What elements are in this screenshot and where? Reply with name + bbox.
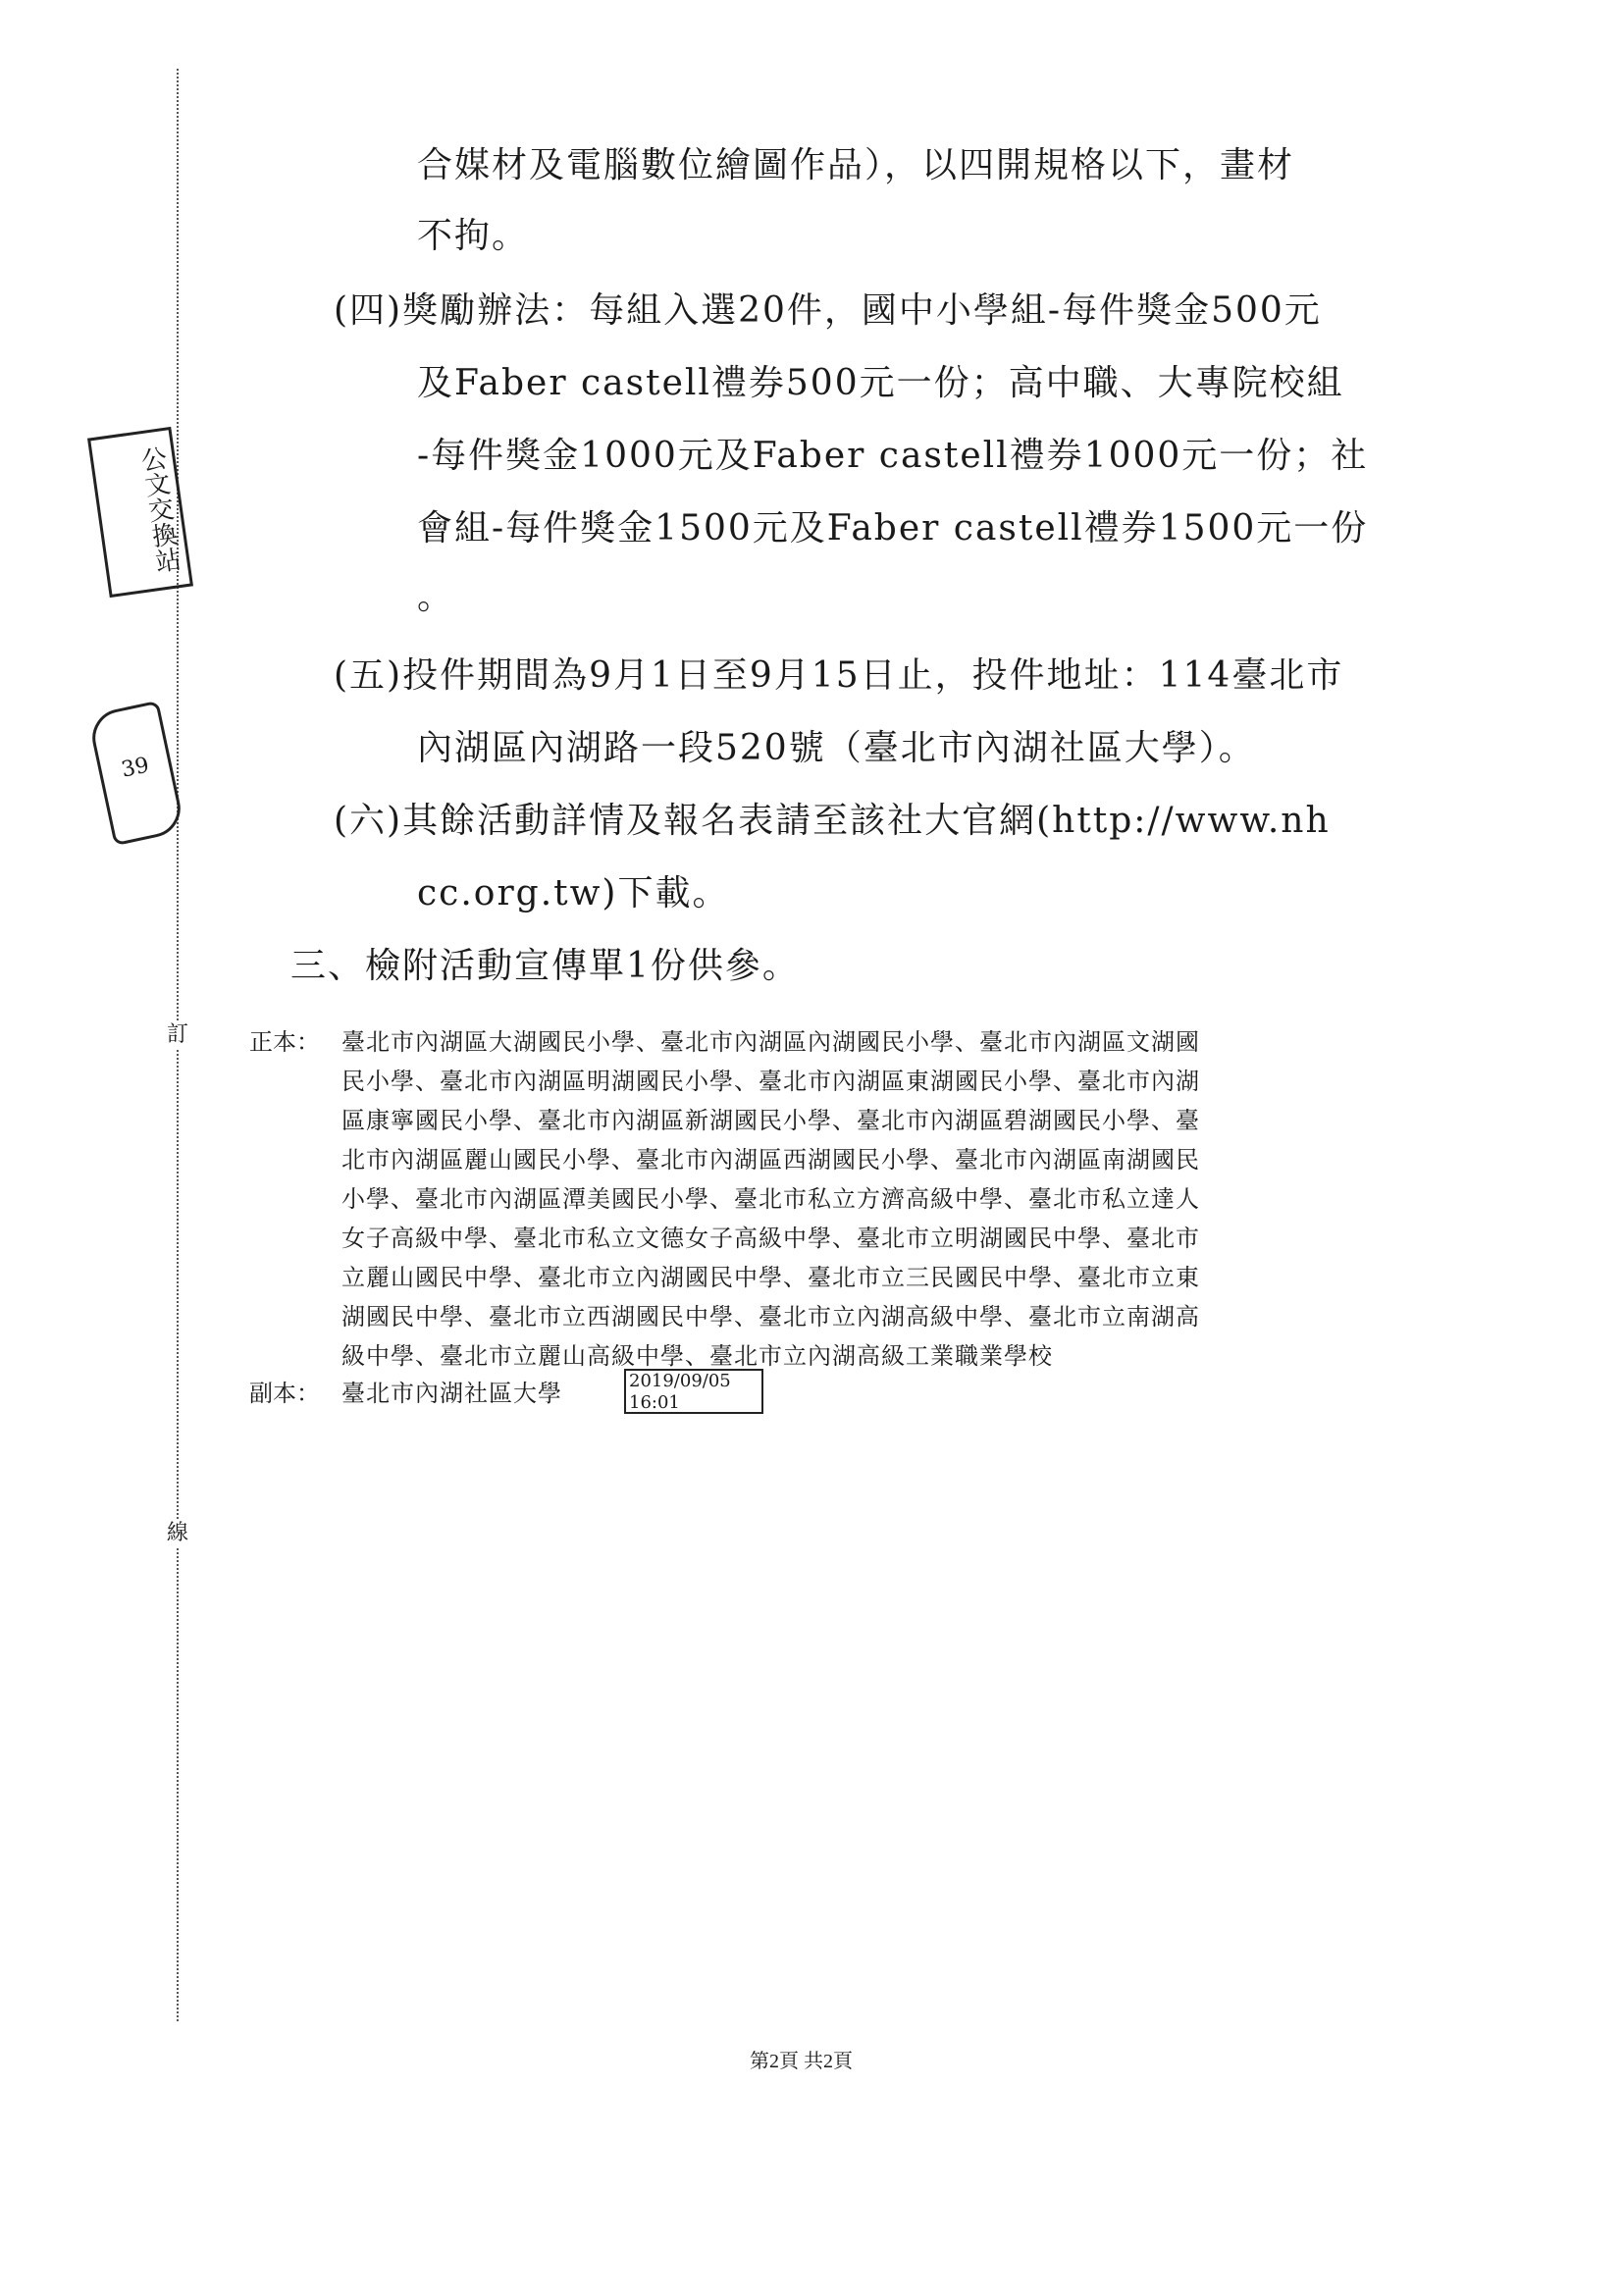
body-line: -每件獎金1000元及Faber castell禮券1000元一份；社 xyxy=(417,436,1369,476)
copy-recipient-label: 副本： xyxy=(249,1380,320,1407)
recipient-line: 區康寧國民小學、臺北市內湖區新湖國民小學、臺北市內湖區碧湖國民小學、臺 xyxy=(341,1107,1200,1134)
receipt-stamp-date: 2019/09/05 xyxy=(629,1371,731,1391)
body-line: 內湖區內湖路一段520號（臺北市內湖社區大學）。 xyxy=(417,728,1256,768)
section-6-line: (六)其餘活動詳情及報名表請至該社大官網(http://www.nh xyxy=(334,801,1331,841)
copy-recipient: 臺北市內湖社區大學 xyxy=(341,1380,562,1407)
page-number: 第2頁 共2頁 xyxy=(750,2051,853,2072)
binding-char-xian: 線 xyxy=(163,1519,192,1548)
section-3-line: 三、檢附活動宣傳單1份供參。 xyxy=(290,946,800,986)
main-recipient-label: 正本： xyxy=(249,1028,320,1056)
section-4-line: (四)獎勵辦法：每組入選20件，國中小學組-每件獎金500元 xyxy=(334,290,1322,331)
receipt-stamp-time: 16:01 xyxy=(629,1392,680,1413)
body-line: 。 xyxy=(417,577,455,617)
exchange-station-stamp: 公文交換站 xyxy=(87,427,193,598)
recipient-line: 湖國民中學、臺北市立西湖國民中學、臺北市立內湖高級中學、臺北市立南湖高 xyxy=(341,1303,1200,1331)
body-line: 及Faber castell禮券500元一份；高中職、大專院校組 xyxy=(417,363,1344,403)
body-line: 合媒材及電腦數位繪圖作品），以四開規格以下，畫材 xyxy=(417,145,1295,185)
body-line: 會組-每件獎金1500元及Faber castell禮券1500元一份 xyxy=(417,508,1369,548)
recipient-line: 立麗山國民中學、臺北市立內湖國民中學、臺北市立三民國民中學、臺北市立東 xyxy=(341,1264,1200,1291)
recipient-line: 女子高級中學、臺北市私立文德女子高級中學、臺北市立明湖國民中學、臺北市 xyxy=(341,1225,1200,1252)
body-line: 不拘。 xyxy=(417,216,530,256)
section-5-line: (五)投件期間為9月1日至9月15日止，投件地址：114臺北市 xyxy=(334,655,1344,696)
recipient-line: 北市內湖區麗山國民小學、臺北市內湖區西湖國民小學、臺北市內湖區南湖國民 xyxy=(341,1146,1200,1174)
recipient-line: 民小學、臺北市內湖區明湖國民小學、臺北市內湖區東湖國民小學、臺北市內湖 xyxy=(341,1068,1200,1095)
round-stamp: 39 xyxy=(87,701,186,846)
binding-char-ding: 訂 xyxy=(163,1020,192,1050)
recipient-line: 臺北市內湖區大湖國民小學、臺北市內湖區內湖國民小學、臺北市內湖區文湖國 xyxy=(341,1028,1200,1056)
body-line: cc.org.tw)下載。 xyxy=(417,873,730,913)
recipient-line: 小學、臺北市內湖區潭美國民小學、臺北市私立方濟高級中學、臺北市私立達人 xyxy=(341,1185,1200,1213)
recipient-line: 級中學、臺北市立麗山高級中學、臺北市立內湖高級工業職業學校 xyxy=(341,1342,1053,1370)
receipt-stamp xyxy=(624,1369,763,1414)
